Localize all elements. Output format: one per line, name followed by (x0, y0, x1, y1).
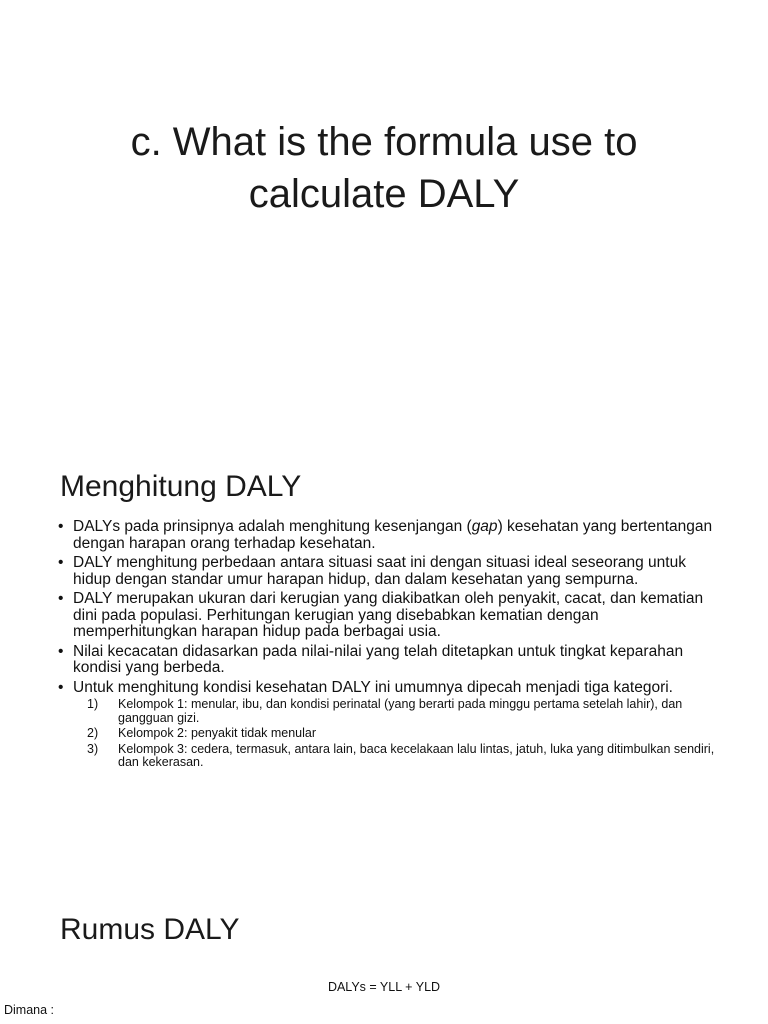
section-heading-rumus: Rumus DALY (60, 913, 240, 946)
group-number: 3) (87, 741, 99, 756)
bullet-marker: • (58, 518, 64, 535)
bullet-text: DALY merupakan ukuran dari kerugian yang diakibatkan oleh penyakit, cacat, dan kematian dini pada populasi. Perhitungan kerugian yang disebabkan kematian dengan memperhitungkan harapan hidup pada berbagai usia. (73, 590, 704, 640)
bullet-item (58, 680, 722, 770)
group-text: Kelompok 2: penyakit tidak menular (118, 726, 317, 740)
daly-formula: DALYs = YLL + YLD (327, 980, 441, 994)
bullet-marker: • (58, 678, 64, 696)
bullet-text: Nilai kecacatan didasarkan pada nilai-nilai yang telah ditetapkan untuk tingkat keparahan kondisi yang berbeda. (73, 642, 684, 676)
group-item (73, 743, 722, 770)
bullet-text: ) kesehatan yang bertentangan dengan harapan orang terhadap kesehatan. (73, 518, 713, 552)
dimana-label: Dimana : (4, 1003, 55, 1017)
bullet-emphasis: gap (471, 518, 498, 535)
bullet-marker: • (58, 590, 64, 607)
bullet-text: DALY menghitung perbedaan antara situasi saat ini dengan situasi ideal seseorang untuk hidup dengan standar umur harapan hidup, dan dalam kesehatan yang sempurna. (73, 554, 686, 588)
bullet-item (58, 519, 722, 552)
bullet-item (58, 555, 722, 588)
group-number: 2) (87, 726, 99, 740)
group-list (73, 698, 722, 770)
bullet-text: DALYs pada prinsipnya adalah menghitung kesenjangan ( (73, 518, 472, 535)
group-number: 1) (87, 697, 99, 711)
group-item (73, 727, 722, 741)
bullet-marker: • (58, 642, 64, 660)
bullet-marker: • (58, 554, 64, 571)
bullet-item (58, 591, 722, 641)
group-item (73, 698, 722, 725)
bullet-text: Untuk menghitung kondisi kesehatan DALY ini umumnya dipecah menjadi tiga kategori. (73, 678, 673, 696)
section-heading-menghitung: Menghitung DALY (60, 470, 302, 503)
group-text: Kelompok 1: menular, ibu, dan kondisi perinatal (yang berarti pada minggu pertama setelah lahir), dan gangguan gizi. (118, 697, 683, 725)
bullet-list (58, 519, 722, 773)
bullet-item (58, 644, 722, 677)
group-text: Kelompok 3: cedera, termasuk, antara lain, baca kecelakaan lalu lintas, jatuh, luka yang ditimbulkan sendiri, dan kekerasan. (118, 741, 715, 769)
slide-title: c. What is the formula use to calculate DALY (130, 120, 638, 216)
